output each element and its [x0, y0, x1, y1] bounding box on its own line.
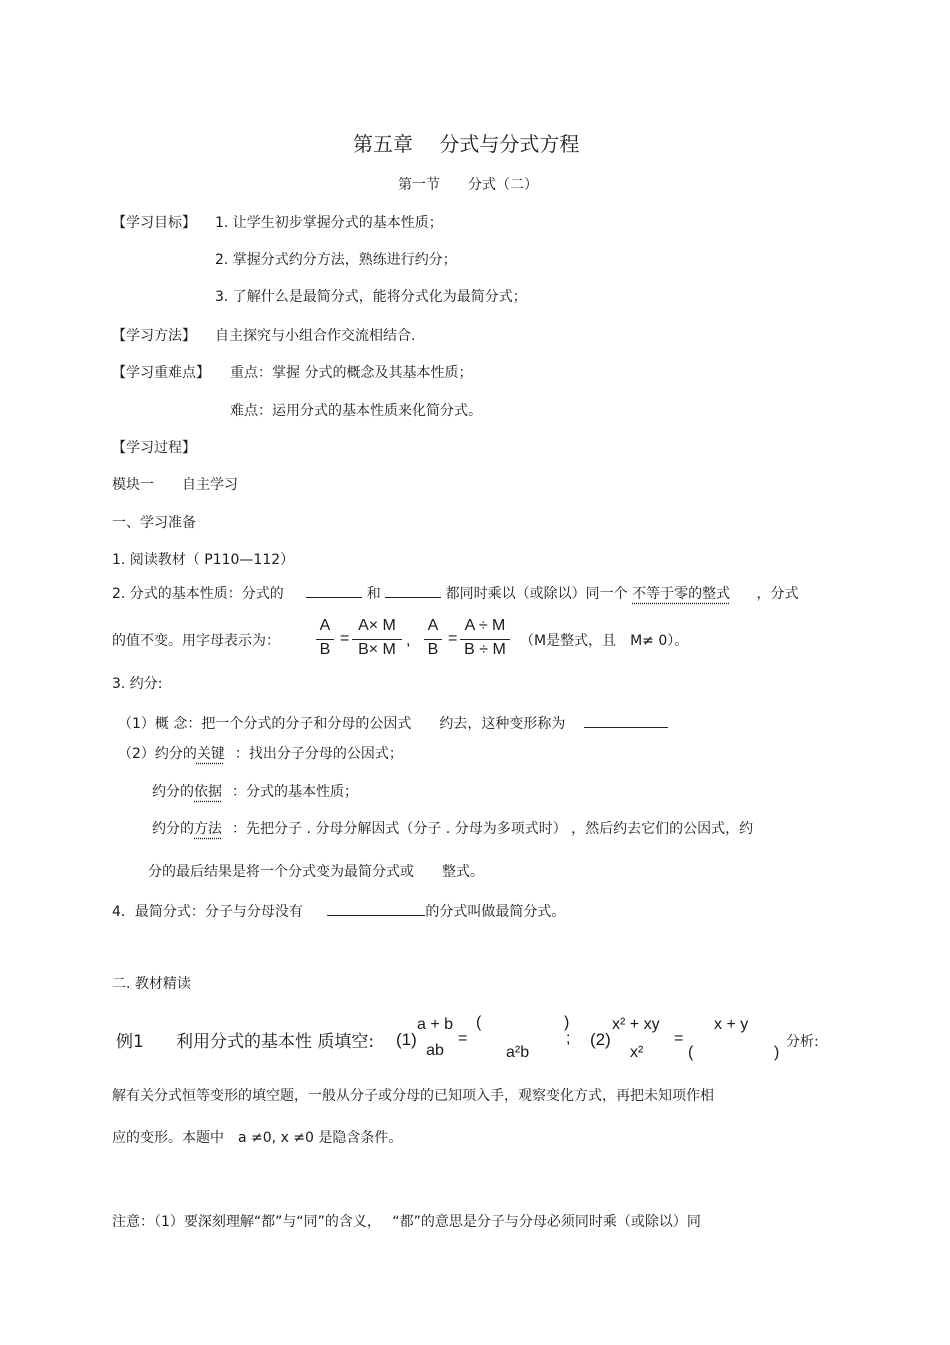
- item-4: [112, 899, 565, 921]
- item-3-basis: [152, 781, 358, 801]
- equals-sign-1: =: [340, 630, 350, 647]
- item-4-text-a: 4．最简分式：分子与分母没有: [112, 904, 303, 920]
- equals-sign-3: =: [458, 1030, 468, 1047]
- item-2-text-b: 和: [366, 586, 381, 602]
- fraction-numerator: a + b: [416, 1016, 454, 1033]
- fraction-a-over-b-2: [424, 617, 442, 663]
- item-3-result: 分的最后结果是将一个分式变为最简分式或 整式。: [148, 864, 484, 880]
- item-2-text-d: ，分式: [756, 586, 799, 602]
- method-prefix: 约分的: [152, 821, 194, 837]
- example-label: 例1: [116, 1032, 144, 1052]
- method-label: 【学习方法】: [112, 328, 196, 344]
- blank-numerator: [306, 581, 362, 598]
- separator: ;: [566, 1030, 571, 1047]
- keypoints-label: 【学习重难点】: [112, 365, 210, 381]
- blank-paren-open: (: [476, 1014, 482, 1031]
- blank-paren-close: ): [564, 1014, 570, 1031]
- goals-label: 【学习目标】: [112, 215, 196, 231]
- module-heading: 模块一 自主学习: [112, 477, 238, 493]
- item-2-text-a: 2. 分式的基本性质：分式的: [112, 586, 284, 602]
- fraction-denominator: B: [319, 641, 331, 658]
- goal-item-3: 3. 了解什么是最简分式，能将分式化为最简分式；: [215, 289, 527, 305]
- concept-text: （1）概 念：把一个分式的分子和分母的公因式 约去，这种变形称为: [118, 716, 566, 732]
- fraction-numerator-x-plus-y: x + y: [714, 1016, 749, 1033]
- fraction-a-over-b-1: [316, 617, 334, 663]
- item-3-method: [152, 818, 753, 838]
- condition-text: （M是整式，且 M≠ 0）。: [520, 633, 689, 649]
- blank-concept: [584, 711, 668, 728]
- fraction-adivm-over-bdivm: [460, 617, 510, 663]
- fraction-denominator-x2: x²: [630, 1044, 644, 1061]
- equals-sign-2: =: [448, 630, 458, 647]
- item-4-text-b: 的分式叫做最简分式。: [425, 904, 566, 920]
- keypoints-key: 重点：掌握 分式的概念及其基本性质；: [230, 365, 473, 381]
- method-emphasis: 方法: [194, 821, 222, 837]
- fraction-denominator: ab: [426, 1042, 444, 1059]
- key-prefix: （2）约分的: [118, 746, 197, 762]
- example-part-1: (1): [396, 1030, 417, 1049]
- item-3-title: 3. 约分:: [112, 676, 163, 692]
- item-2-line-2: 的值不变。用字母表示为：: [112, 633, 280, 649]
- comma: ,: [406, 632, 411, 649]
- fraction-denominator: B ÷ M: [464, 641, 506, 658]
- basis-prefix: 约分的: [152, 784, 194, 800]
- chapter-title: 第五章 分式与分式方程: [353, 132, 580, 156]
- item-3-concept: [118, 711, 668, 733]
- paragraph-2: 应的变形。本题中 a ≠0, x ≠0 是隐含条件。: [112, 1130, 403, 1146]
- item-2-line-1: [112, 581, 799, 603]
- keypoints-difficult: 难点：运用分式的基本性质来化简分式。: [230, 403, 482, 419]
- key-emphasis: 关键: [196, 746, 225, 762]
- prep-heading: 一、学习准备: [112, 515, 196, 531]
- item-1: 1. 阅读教材（ P110—112）: [112, 552, 295, 568]
- fraction-numerator-x2xy: x² + xy: [612, 1016, 660, 1033]
- equals-sign-4: =: [674, 1030, 684, 1047]
- fraction-denominator: B× M: [358, 641, 396, 658]
- analysis-label: 分析:: [786, 1034, 819, 1050]
- key-suffix: ：找出分子分母的公因式；: [234, 746, 403, 762]
- fraction-am-over-bm: [352, 617, 402, 663]
- paragraph-1: 解有关分式恒等变形的填空题，一般从分子或分母的已知项入手，观察变化方式，再把未知项作相: [112, 1088, 714, 1104]
- blank-common-factor: [327, 899, 425, 916]
- blank-paren-open-2: (: [688, 1044, 694, 1061]
- fraction-numerator: A: [319, 617, 331, 634]
- note-text: 注意：（1）要深刻理解“都”与“同”的含义， “都”的意思是分子与分母必须同时乘（或除以）同: [112, 1214, 701, 1230]
- example-text: 利用分式的基本性 质填空:: [176, 1032, 375, 1052]
- fraction-numerator: A ÷ M: [464, 617, 506, 634]
- fraction-denominator-a2b: a²b: [506, 1044, 530, 1061]
- section-2-heading: 二. 教材精读: [112, 976, 191, 992]
- fraction-numerator: A: [427, 617, 439, 634]
- method-suffix: ：先把分子 . 分母分解因式（分子 . 分母为多项式时） ，然后约去它们的公因式，约: [232, 821, 754, 837]
- section-title: 第一节 分式（二）: [398, 177, 538, 193]
- goal-item-1: 1. 让学生初步掌握分式的基本性质；: [215, 215, 443, 231]
- item-2-emphasis: 不等于零的整式: [632, 586, 731, 602]
- basis-emphasis: 依据: [194, 784, 222, 800]
- method-text: 自主探究与小组合作交流相结合.: [215, 328, 416, 344]
- basis-suffix: ：分式的基本性质；: [232, 784, 358, 800]
- fraction-a-plus-b-over-ab: [414, 1016, 456, 1062]
- blank-paren-close-2: ): [774, 1044, 780, 1061]
- blank-denominator: [385, 581, 441, 598]
- item-2-text-c: 都同时乘以（或除以）同一个: [445, 586, 628, 602]
- example-part-2: (2): [590, 1030, 611, 1049]
- fraction-numerator: A× M: [358, 617, 396, 634]
- goal-item-2: 2. 掌握分式约分方法，熟练进行约分；: [215, 252, 457, 268]
- fraction-denominator: B: [427, 641, 439, 658]
- item-3-key: [118, 743, 403, 763]
- process-label: 【学习过程】: [112, 440, 196, 456]
